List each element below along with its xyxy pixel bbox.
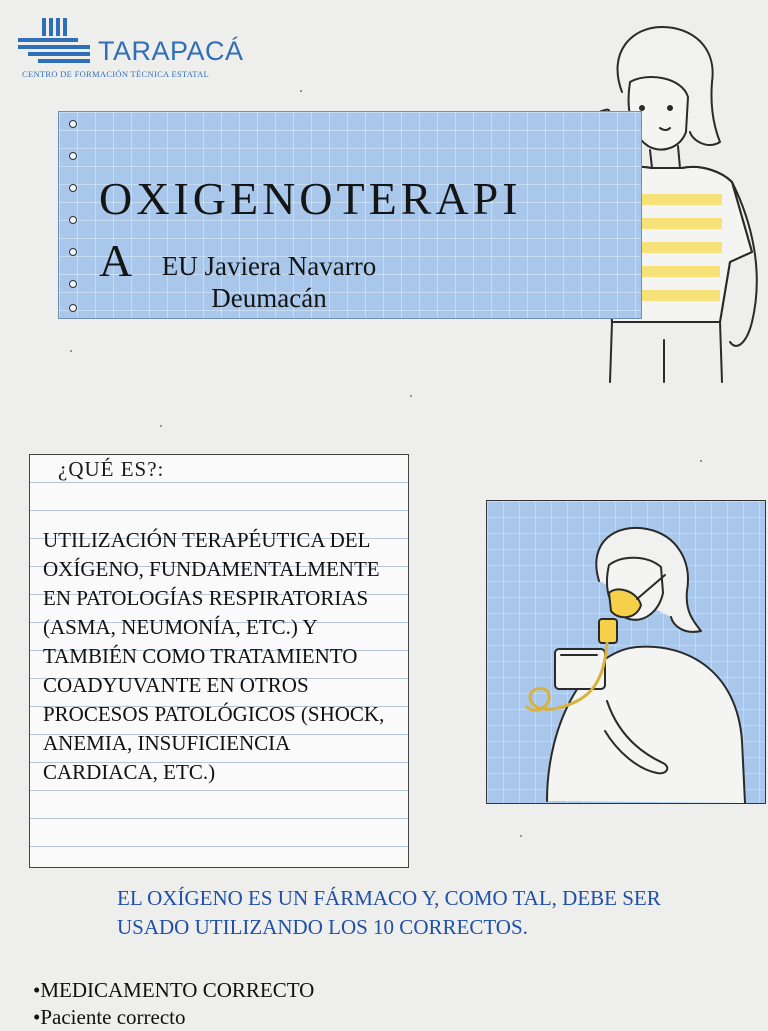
author-line-2: Deumacán xyxy=(211,283,327,313)
definition-heading: ¿QUÉ ES?: xyxy=(58,457,165,481)
binder-ring xyxy=(69,248,77,256)
definition-body: UTILIZACIÓN TERAPÉUTICA DEL OXÍGENO, FUNDAMENTALMENTE EN PATOLOGÍAS RESPIRATORIAS (ASMA, NEUMONÍA, ETC.) Y TAMBIÉN COMO TRATAMIENTO COADYUVANTE EN OTROS PROCESOS PATOLÓGICOS (SHOCK, ANEMIA, INSUFICIENCIA CARDIACA, ETC.) xyxy=(43,528,385,784)
oxygen-notice: EL OXÍGENO ES UN FÁRMACO Y, COMO TAL, DEBE SER USADO UTILIZANDO LOS 10 CORRECTOS. xyxy=(117,886,661,939)
binder-ring xyxy=(69,280,77,288)
tarapaca-logo-icon xyxy=(18,18,94,64)
nebulizer-card xyxy=(486,500,766,804)
logo-name: TARAPACÁ xyxy=(98,36,244,66)
definition-card xyxy=(29,454,409,868)
patient-nebulizer-illustration xyxy=(487,501,765,803)
logo-subtitle: CENTRO DE FORMACIÓN TÉCNICA ESTATAL xyxy=(22,69,210,79)
binder-ring xyxy=(69,304,77,312)
binder-ring xyxy=(69,184,77,192)
binder-ring xyxy=(69,152,77,160)
author-line-1: EU Javiera Navarro xyxy=(161,251,377,281)
author-name xyxy=(119,250,419,314)
binder-ring xyxy=(69,120,77,128)
list-item: •Paciente correcto xyxy=(33,1005,186,1029)
list-item: •MEDICAMENTO CORRECTO xyxy=(33,978,315,1002)
binder-ring xyxy=(69,216,77,224)
institution-logo xyxy=(18,18,248,80)
presentation-title: OXIGENOTERAPIA xyxy=(99,173,522,286)
title-card xyxy=(58,111,642,319)
correct-list xyxy=(33,977,633,1031)
